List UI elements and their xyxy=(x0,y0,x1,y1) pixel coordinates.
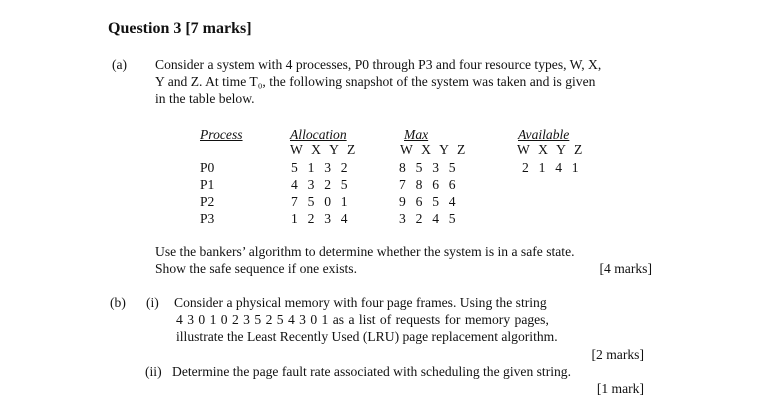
row-process: P2 xyxy=(200,194,215,209)
subheader-available: W X Y Z xyxy=(517,142,585,157)
part-a-task-line-1: Use the bankers’ algorithm to determine whether the system is in a safe state. xyxy=(155,244,575,259)
part-a-marks: [4 marks] xyxy=(599,261,652,276)
question-title: Question 3 [7 marks] xyxy=(108,20,252,37)
part-b-ii-label: (ii) xyxy=(145,364,162,379)
part-a-intro-line-1: Consider a system with 4 processes, P0 through P3 and four resource types, W, X, xyxy=(155,57,602,72)
part-b-i-marks: [2 marks] xyxy=(591,347,644,362)
row-max: 9 6 5 4 xyxy=(399,194,459,209)
part-b-i-line-2: 4 3 0 1 0 2 3 5 2 5 4 3 0 1 as a list of requests for memory pages, xyxy=(176,312,549,327)
part-b-ii-line: Determine the page fault rate associated with scheduling the given string. xyxy=(172,364,571,379)
subheader-allocation: W X Y Z xyxy=(290,142,358,157)
header-max: Max xyxy=(404,127,429,142)
part-a-task-line-2: Show the safe sequence if one exists. xyxy=(155,261,357,276)
part-a-intro-line-2: Y and Z. At time T₀, the following snapshot of the system was taken and is given xyxy=(155,74,596,89)
subheader-max: W X Y Z xyxy=(400,142,468,157)
row-max: 8 5 3 5 xyxy=(399,160,459,175)
part-b-i-line-1: Consider a physical memory with four page frames. Using the string xyxy=(174,295,547,310)
row-allocation: 4 3 2 5 xyxy=(291,177,351,192)
header-allocation: Allocation xyxy=(290,127,347,142)
row-allocation: 7 5 0 1 xyxy=(291,194,351,209)
row-max: 7 8 6 6 xyxy=(399,177,459,192)
available-values: 2 1 4 1 xyxy=(522,160,582,175)
part-b-i-label: (i) xyxy=(146,295,159,310)
row-allocation: 1 2 3 4 xyxy=(291,211,351,226)
row-process: P0 xyxy=(200,160,215,175)
part-b-ii-marks: [1 mark] xyxy=(596,381,644,396)
row-allocation: 5 1 3 2 xyxy=(291,160,351,175)
part-b-i-line-3: illustrate the Least Recently Used (LRU) page replacement algorithm. xyxy=(176,329,558,344)
part-a-intro-line-3: in the table below. xyxy=(155,91,255,106)
part-a-label: (a) xyxy=(112,57,128,72)
row-max: 3 2 4 5 xyxy=(399,211,459,226)
row-process: P3 xyxy=(200,211,215,226)
row-process: P1 xyxy=(200,177,215,192)
part-b-label: (b) xyxy=(110,295,126,310)
header-available: Available xyxy=(518,127,570,142)
header-process: Process xyxy=(200,127,243,142)
